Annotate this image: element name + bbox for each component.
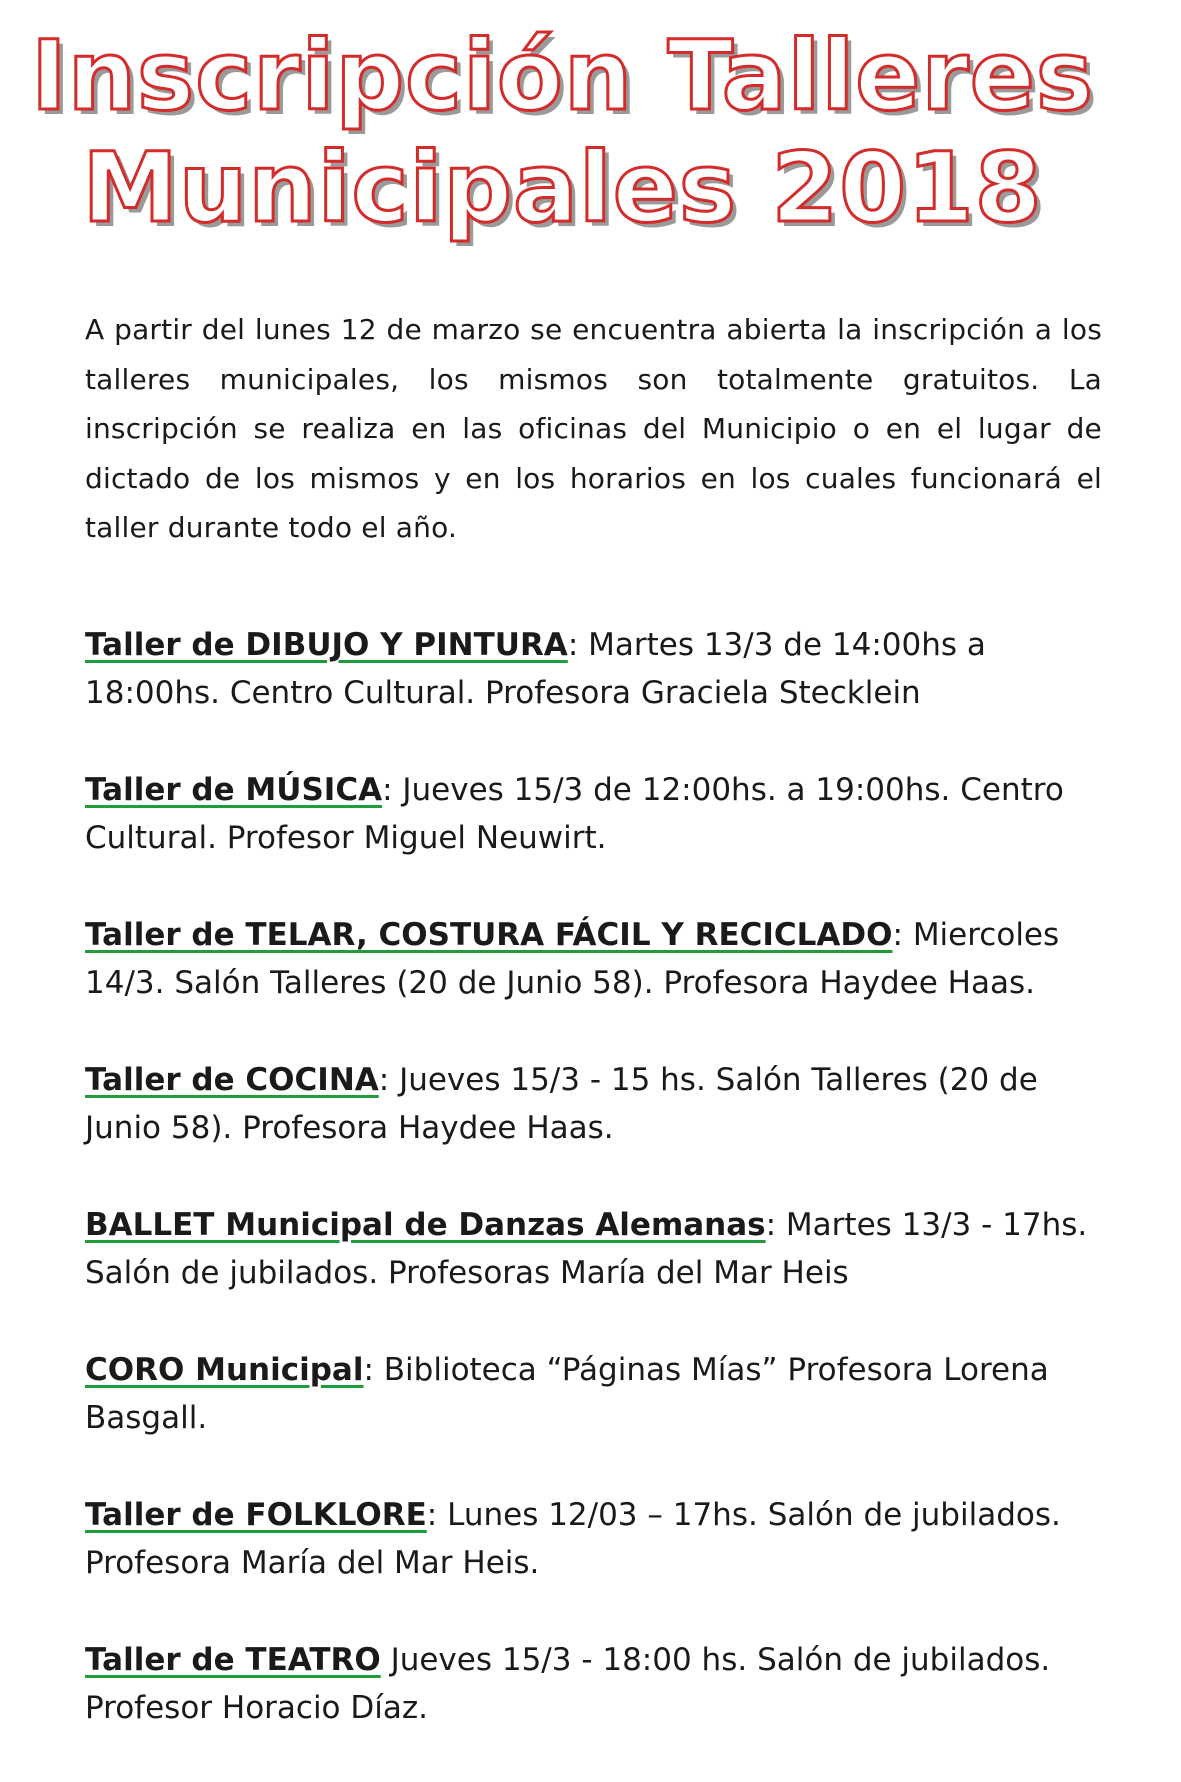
workshop-details: : Miercoles 14/3. Salón Talleres (20 de Junio 58). Profesora Haydee Haas. bbox=[85, 917, 1060, 1001]
title-line-2: Municipales 2018 bbox=[82, 132, 1043, 244]
title-line-1: Inscripción Talleres bbox=[30, 20, 1094, 132]
workshop-item-folklore bbox=[85, 1492, 1115, 1637]
workshop-list bbox=[85, 622, 1115, 1782]
workshop-item-ballet bbox=[85, 1202, 1115, 1347]
workshop-name: Taller de COCINA bbox=[85, 1062, 379, 1098]
workshop-details: : Martes 13/3 - 17hs. Salón de jubilados. Profesoras María del Mar Heis bbox=[85, 1207, 1088, 1291]
workshop-details: Jueves 15/3 - 18:00 hs. Salón de jubilados. Profesor Horacio Díaz. bbox=[85, 1642, 1051, 1726]
workshop-item-musica bbox=[85, 767, 1115, 912]
workshop-details: : Jueves 15/3 de 12:00hs. a 19:00hs. Centro Cultural. Profesor Miguel Neuwirt. bbox=[85, 772, 1064, 856]
workshop-details: : Biblioteca “Páginas Mías” Profesora Lorena Basgall. bbox=[85, 1352, 1049, 1436]
workshop-item-coro bbox=[85, 1347, 1115, 1492]
workshop-item-cocina bbox=[85, 1057, 1115, 1202]
workshop-name: BALLET Municipal de Danzas Alemanas bbox=[85, 1207, 766, 1243]
workshop-item-telar bbox=[85, 912, 1115, 1057]
workshop-name: Taller de FOLKLORE bbox=[85, 1497, 427, 1533]
workshop-details: : Jueves 15/3 - 15 hs. Salón Talleres (20 de Junio 58). Profesora Haydee Haas. bbox=[85, 1062, 1038, 1146]
workshop-item-teatro bbox=[85, 1637, 1115, 1782]
workshop-name: Taller de TEATRO bbox=[85, 1642, 381, 1678]
workshop-name: Taller de TELAR, COSTURA FÁCIL Y RECICLADO bbox=[85, 917, 893, 953]
workshop-item-dibujo-pintura bbox=[85, 622, 1115, 767]
workshop-name: Taller de MÚSICA bbox=[85, 772, 383, 808]
workshop-name: CORO Municipal bbox=[85, 1352, 364, 1388]
intro-paragraph: A partir del lunes 12 de marzo se encuentra abierta la inscripción a los talleres municipales, los mismos son totalmente gratuitos. La inscripción se realiza en las oficinas del Municipio o en el lugar de dictado de los mismos y en los horarios en los cuales funcionará el taller durante todo el año. bbox=[85, 313, 1102, 544]
workshop-details: : Lunes 12/03 – 17hs. Salón de jubilados. Profesora María del Mar Heis. bbox=[85, 1497, 1061, 1581]
workshop-name: Taller de DIBUJO Y PINTURA bbox=[85, 627, 568, 663]
page-title bbox=[0, 20, 1181, 244]
workshop-details: : Martes 13/3 de 14:00hs a 18:00hs. Centro Cultural. Profesora Graciela Stecklein bbox=[85, 627, 986, 711]
